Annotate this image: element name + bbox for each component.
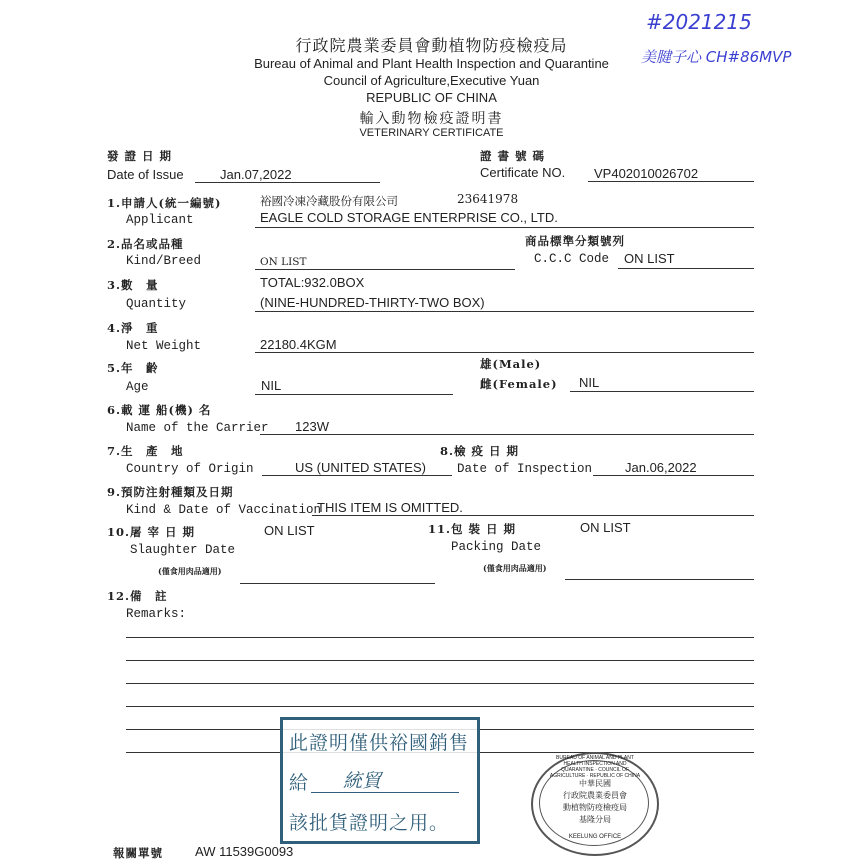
origin-label-zh: 7.生 產 地 — [107, 444, 184, 458]
male-label: 雄(Male) — [480, 357, 542, 371]
ccc-label-zh: 商品標準分類號列 — [525, 234, 625, 248]
kind-label: Kind/Breed — [126, 254, 202, 268]
seal-line-2: 行政院農業委員會 — [563, 791, 627, 800]
kind-value: ON LIST — [260, 256, 307, 268]
seal-arc-text: BUREAU OF ANIMAL AND PLANT HEALTH INSPECTION AND QUARANTINE · COUNCIL OF AGRICULTURE · REPUBLIC OF CHINA — [549, 755, 641, 779]
declaration-number-value: AW 11539G0093 — [195, 844, 294, 859]
seal-line-1: 中華民國 — [579, 779, 611, 788]
certificate-number-value: VP402010026702 — [594, 166, 699, 181]
vaccination-label: Kind & Date of Vaccination — [126, 503, 322, 517]
origin-label: Country of Origin — [126, 462, 254, 476]
issue-date-label: Date of Issue — [107, 167, 184, 182]
seal-line-4: 基隆分局 — [579, 815, 611, 824]
kind-label-zh: 2.品名或品種 — [107, 237, 184, 251]
handwritten-reference-number: #2021215 — [646, 10, 752, 34]
age-label: Age — [126, 380, 149, 394]
declaration-number-label: 報關單號 — [113, 846, 163, 860]
slaughter-label-zh: 10.屠 宰 日 期 — [107, 525, 196, 539]
net-weight-label: Net Weight — [126, 339, 202, 353]
quantity-label: Quantity — [126, 297, 187, 311]
packing-note: (僅食用肉品適用) — [483, 563, 547, 573]
issue-date-label-zh: 發 證 日 期 — [107, 149, 173, 163]
origin-value: US (UNITED STATES) — [295, 460, 426, 475]
handwritten-product-note: 美腱子心 CH#86MVP — [641, 48, 792, 66]
slaughter-note: (僅食用肉品適用) — [158, 566, 222, 576]
applicant-label-zh: 1.申請人(統一編號) — [107, 196, 222, 210]
seal-line-3: 動植物防疫檢疫局 — [563, 803, 627, 812]
carrier-label-zh: 6.載 運 船(機) 名 — [107, 403, 212, 417]
agency-name-en: Bureau of Animal and Plant Health Inspection and Quarantine — [254, 56, 609, 71]
official-seal — [531, 752, 659, 856]
carrier-value: 123W — [295, 419, 329, 434]
stamp-line-2-prefix: 給 — [289, 772, 309, 794]
slaughter-label: Slaughter Date — [130, 543, 236, 557]
age-label-zh: 5.年 齡 — [107, 361, 159, 375]
quantity-label-zh: 3.數 量 — [107, 278, 159, 292]
certificate-number-label-zh: 證 書 號 碼 — [480, 149, 546, 163]
applicant-value-zh: 裕國冷凍冷藏股份有限公司 — [260, 194, 398, 208]
authorization-stamp — [280, 717, 480, 844]
agency-name-zh: 行政院農業委員會動植物防疫檢疫局 — [295, 36, 568, 55]
seal-bottom-text: KEELUNG OFFICE — [568, 834, 622, 840]
female-label: 雌(Female) — [480, 377, 558, 391]
remarks-label: Remarks: — [126, 607, 187, 621]
age-value: NIL — [261, 378, 282, 393]
stamp-line-3: 該批貨證明之用。 — [289, 812, 450, 834]
quantity-value-total: TOTAL:932.0BOX — [260, 275, 365, 290]
vaccination-value: THIS ITEM IS OMITTED. — [317, 500, 463, 515]
female-value: NIL — [579, 375, 600, 390]
applicant-value: EAGLE COLD STORAGE ENTERPRISE CO., LTD. — [260, 210, 558, 225]
inspection-label: Date of Inspection — [457, 462, 593, 476]
slaughter-value: ON LIST — [264, 523, 315, 538]
packing-label: Packing Date — [451, 540, 542, 554]
vaccination-label-zh: 9.預防注射種類及日期 — [107, 485, 234, 499]
ccc-label: C.C.C Code — [534, 252, 610, 266]
document-title-en: VETERINARY CERTIFICATE — [359, 127, 504, 139]
quantity-value-words: (NINE-HUNDRED-THIRTY-TWO BOX) — [260, 295, 485, 310]
inspection-value: Jan.06,2022 — [625, 460, 697, 475]
country-name: REPUBLIC OF CHINA — [366, 90, 497, 105]
applicant-tax-id: 23641978 — [457, 192, 519, 206]
stamp-line-1: 此證明僅供裕國銷售 — [289, 732, 470, 754]
remarks-label-zh: 12.備 註 — [107, 589, 168, 603]
stamp-handwritten-recipient: 統貿 — [343, 770, 382, 792]
net-weight-value: 22180.4KGM — [260, 337, 337, 352]
certificate-number-label: Certificate NO. — [480, 165, 566, 180]
packing-value: ON LIST — [580, 520, 631, 535]
issue-date-value: Jan.07,2022 — [220, 167, 292, 182]
carrier-label: Name of the Carrier — [126, 421, 269, 435]
net-weight-label-zh: 4.淨 重 — [107, 321, 159, 335]
applicant-label: Applicant — [126, 213, 194, 227]
inspection-label-zh: 8.檢 疫 日 期 — [440, 444, 520, 458]
ccc-value: ON LIST — [624, 251, 675, 266]
council-name: Council of Agriculture,Executive Yuan — [323, 73, 540, 88]
document-title-zh: 輸入動物檢疫證明書 — [359, 111, 504, 127]
packing-label-zh: 11.包 裝 日 期 — [428, 522, 517, 536]
